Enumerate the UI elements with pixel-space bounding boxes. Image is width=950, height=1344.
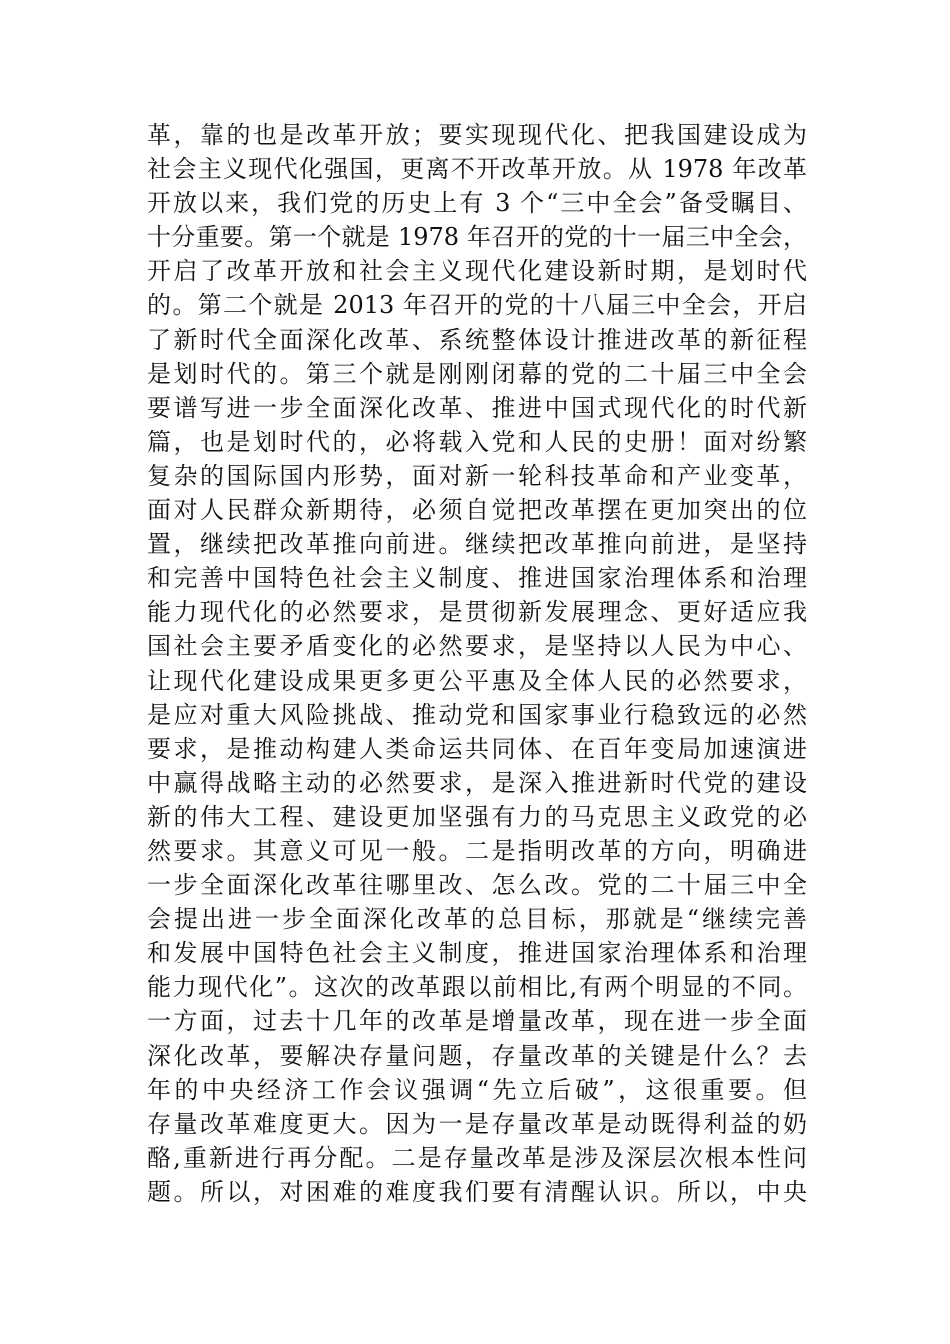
- text-line: 要求，是推动构建人类命运共同体、在百年变局加速演进: [147, 734, 807, 763]
- text-line: 年的中央经济工作会议强调“先立后破”，这很重要。但: [147, 1075, 807, 1104]
- text-line: 酪,重新进行再分配。二是存量改革是涉及深层次根本性问: [147, 1143, 807, 1172]
- text-line: 复杂的国际国内形势，面对新一轮科技革命和产业变革，: [147, 461, 807, 490]
- text-line: 了新时代全面深化改革、系统整体设计推进改革的新征程: [147, 325, 807, 354]
- text-line: 面对人民群众新期待，必须自觉把改革摆在更加突出的位: [147, 496, 807, 525]
- text-line: 存量改革难度更大。因为一是存量改革是动既得利益的奶: [147, 1109, 807, 1138]
- text-line: 是应对重大风险挑战、推动党和国家事业行稳致远的必然: [147, 700, 807, 729]
- text-line: 开放以来，我们党的历史上有 3 个“三中全会”备受瞩目、: [147, 189, 807, 218]
- text-line: 让现代化建设成果更多更公平惠及全体人民的必然要求，: [147, 666, 807, 695]
- text-line: 新的伟大工程、建设更加坚强有力的马克思主义政党的必: [147, 802, 807, 831]
- text-line: 和完善中国特色社会主义制度、推进国家治理体系和治理: [147, 564, 807, 593]
- text-line: 一步全面深化改革往哪里改、怎么改。党的二十届三中全: [147, 871, 807, 900]
- text-line: 深化改革，要解决存量问题，存量改革的关键是什么？去: [147, 1041, 807, 1070]
- body-text: [147, 118, 807, 1209]
- text-line: 能力现代化的必然要求，是贯彻新发展理念、更好适应我: [147, 598, 807, 627]
- text-line: 要谱写进一步全面深化改革、推进中国式现代化的时代新: [147, 393, 807, 422]
- text-line: 开启了改革开放和社会主义现代化建设新时期，是划时代: [147, 257, 807, 286]
- text-line: 中赢得战略主动的必然要求，是深入推进新时代党的建设: [147, 768, 807, 797]
- text-line: 一方面，过去十几年的改革是增量改革，现在进一步全面: [147, 1007, 807, 1036]
- text-line: 十分重要。第一个就是 1978 年召开的党的十一届三中全会，: [147, 223, 807, 252]
- text-line: 和发展中国特色社会主义制度，推进国家治理体系和治理: [147, 939, 807, 968]
- text-line: 会提出进一步全面深化改革的总目标，那就是“继续完善: [147, 905, 807, 934]
- text-line: 然要求。其意义可见一般。二是指明改革的方向，明确进: [147, 836, 807, 865]
- text-line: 国社会主要矛盾变化的必然要求，是坚持以人民为中心、: [147, 632, 807, 661]
- text-line: 能力现代化”。这次的改革跟以前相比,有两个明显的不同。: [147, 973, 807, 1002]
- text-line: 社会主义现代化强国，更离不开改革开放。从 1978 年改革: [147, 155, 807, 184]
- text-line: 置，继续把改革推向前进。继续把改革推向前进，是坚持: [147, 530, 807, 559]
- text-line: 题。所以，对困难的难度我们要有清醒认识。所以，中央: [147, 1177, 807, 1206]
- text-line: 篇，也是划时代的，必将载入党和人民的史册！面对纷繁: [147, 427, 807, 456]
- text-line: 是划时代的。第三个就是刚刚闭幕的党的二十届三中全会: [147, 359, 807, 388]
- text-line: 的。第二个就是 2013 年召开的党的十八届三中全会，开启: [147, 291, 807, 320]
- text-line: 革，靠的也是改革开放；要实现现代化、把我国建设成为: [147, 121, 807, 149]
